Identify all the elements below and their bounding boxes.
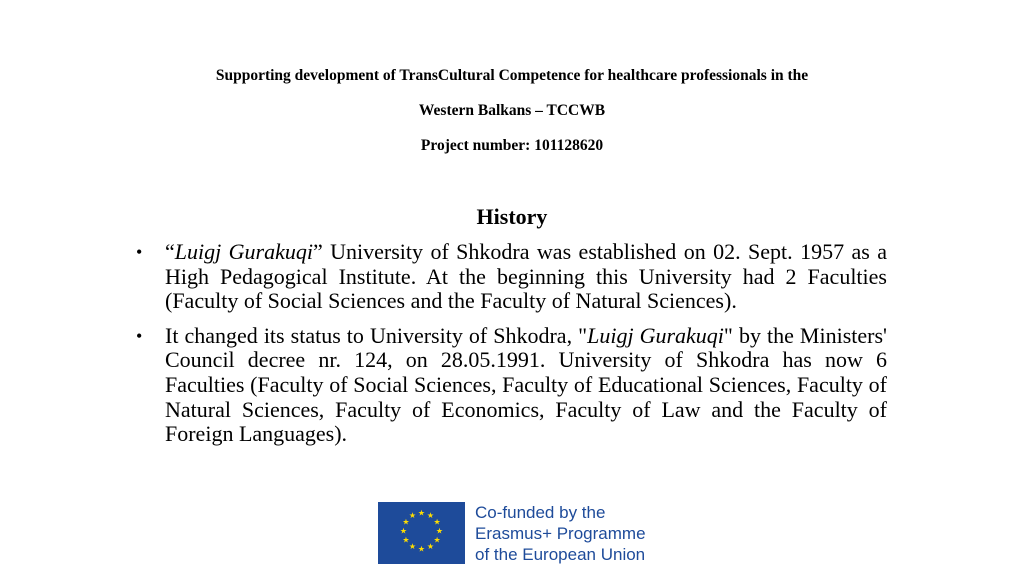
- star-icon: ★: [426, 510, 435, 520]
- project-title-line-2: Western Balkans – TCCWB: [418, 102, 606, 119]
- eu-flag-icon: [378, 502, 465, 564]
- project-header: [0, 64, 1024, 169]
- bullet-icon: •: [136, 325, 143, 346]
- bullet-text: University of Shkodra was established on 02. Sept. 1957 as a High Pedagogical Institute. At the beginning this University had 2 Faculties (Faculty of Social Sciences and the Faculty of Natural Sciences).: [165, 239, 887, 314]
- eu-flag-graphic: [378, 502, 465, 564]
- star-icon: ★: [433, 517, 441, 527]
- star-icon: ★: [402, 535, 410, 545]
- close-quote: ”: [312, 239, 323, 264]
- bullet-text-after: " by the Ministers' Council decree nr. 124, on 28.05.1991. University of Shkodra has now 6 Faculties (Faculty of Social Sciences, Faculty of Educational Sciences, Faculty of Natural Sciences, Faculty of Economics, Faculty of Law and the Faculty of Foreign Languages).: [165, 322, 887, 447]
- star-icon: ★: [433, 535, 441, 545]
- logo-text: [475, 502, 646, 565]
- star-icon: ★: [435, 526, 444, 536]
- star-icon: ★: [402, 517, 410, 527]
- bullet-item-status-change: [136, 322, 887, 447]
- history-bullet-list: [136, 239, 887, 457]
- project-number: Project number: 101128620: [420, 137, 604, 154]
- logo-text-line-1: Co-funded by the: [475, 502, 606, 522]
- star-icon: ★: [408, 542, 417, 552]
- bullet-text-before: It changed its status to University of Shkodra, ": [165, 322, 588, 348]
- star-icon: ★: [408, 510, 417, 520]
- bullet-item-founding: [136, 239, 887, 314]
- section-title: History: [476, 204, 548, 229]
- star-icon: ★: [399, 526, 408, 536]
- star-icon: ★: [417, 508, 426, 518]
- university-name: Luigj Gurakuqi: [587, 322, 724, 348]
- star-icon: ★: [417, 544, 426, 554]
- project-title-line-1: Supporting development of TransCultural Competence for healthcare professionals in the: [215, 67, 809, 84]
- logo-text-line-2: Erasmus+ Programme: [475, 523, 646, 543]
- university-name: Luigj Gurakuqi: [174, 239, 313, 264]
- erasmus-cofunded-logo: [378, 497, 750, 569]
- logo-text-line-3: of the European Union: [475, 544, 646, 564]
- star-icon: ★: [426, 542, 435, 552]
- open-quote: “: [165, 239, 175, 264]
- bullet-icon: •: [136, 242, 143, 262]
